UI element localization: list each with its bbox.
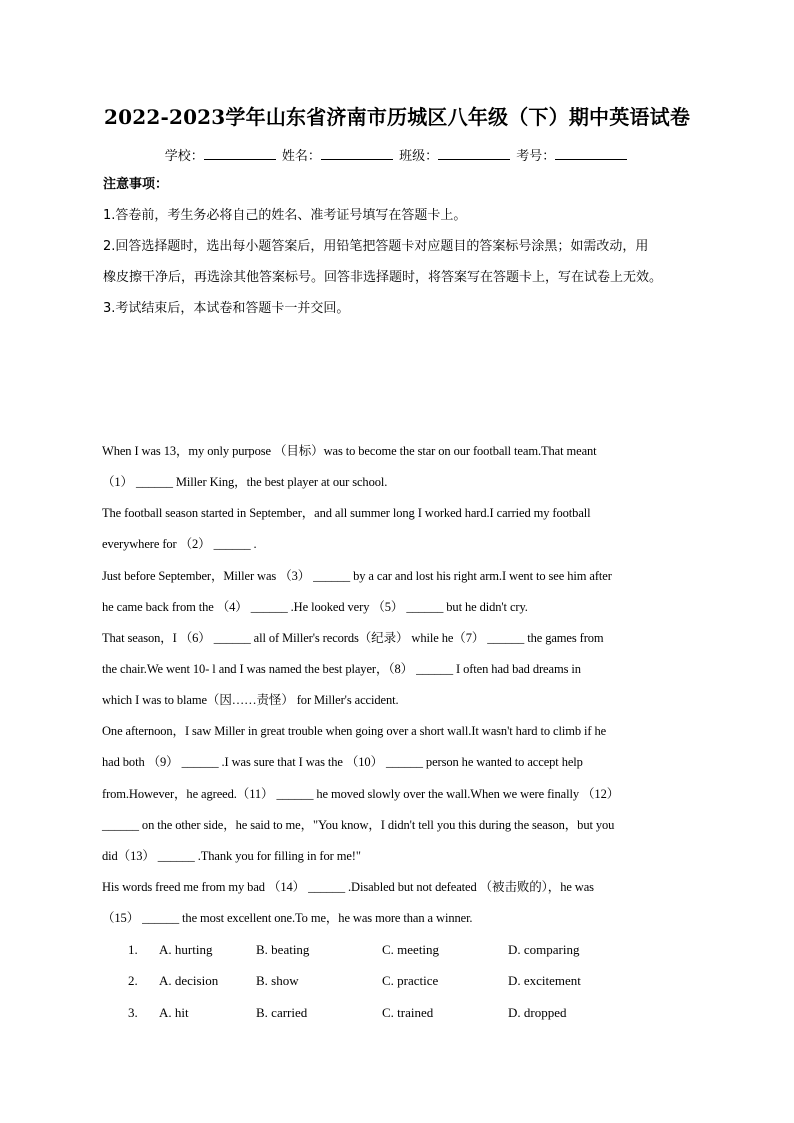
name-blank[interactable] — [321, 147, 393, 160]
class-label: 班级： — [399, 149, 439, 164]
passage-line: （1） ______ Miller King，the best player at our school. — [102, 475, 388, 489]
question-number: 1. — [128, 942, 138, 957]
question-number: 2. — [128, 973, 138, 988]
passage-line: His words freed me from my bad （14） ______ .Disabled but not defeated （被击败的），he was — [102, 880, 594, 894]
passage-line: from.However，he agreed.（11） ______ he moved slowly over the wall.When we were finally （12） — [102, 787, 620, 801]
notice-heading: 注意事项： — [103, 177, 169, 192]
exam-title: 2022-2023学年山东省济南市历城区八年级（下）期中英语试卷 — [103, 105, 691, 129]
passage-line: When I was 13，my only purpose （目标）was to become the star on our football team.That meant — [102, 444, 597, 458]
school-blank[interactable] — [204, 147, 276, 160]
passage-line: everywhere for （2） ______ . — [102, 537, 257, 551]
passage-line: did（13） ______ .Thank you for filling in for me!" — [102, 849, 361, 863]
option-c[interactable]: C. meeting — [382, 942, 440, 957]
name-label: 姓名： — [281, 149, 321, 164]
notice-item: 橡皮擦干净后，再选涂其他答案标号。回答非选择题时，将答案写在答题卡上，写在试卷上无效。 — [103, 270, 663, 285]
passage-line: The football season started in September，and all summer long I worked hard.I carried my football — [102, 506, 591, 520]
passage-line: which I was to blame（因……责怪） for Miller's accident. — [102, 693, 399, 707]
option-a[interactable]: A. hit — [159, 1005, 189, 1020]
school-label: 学校： — [164, 149, 204, 164]
number-blank[interactable] — [555, 147, 627, 160]
option-a[interactable]: A. hurting — [159, 942, 213, 957]
option-b[interactable]: B. carried — [256, 1005, 308, 1020]
passage-line: One afternoon，I saw Miller in great trouble when going over a short wall.It wasn't hard to climb if he — [102, 724, 607, 738]
passage-line: he came back from the （4） ______ .He looked very （5） ______ but he didn't cry. — [102, 600, 528, 614]
notice-item: 2.回答选择题时，选出每小题答案后，用铅笔把答题卡对应题目的答案标号涂黑；如需改动，用 — [103, 239, 649, 254]
option-b[interactable]: B. show — [256, 973, 299, 988]
passage-line: ______ on the other side，he said to me，"You know，I didn't tell you this during the season，but you — [102, 818, 615, 832]
option-a[interactable]: A. decision — [159, 973, 219, 988]
passage-line: the chair.We went 10- l and I was named the best player，（8） ______ I often had bad dreams in — [102, 662, 581, 676]
question-number: 3. — [128, 1005, 138, 1020]
option-c[interactable]: C. trained — [382, 1005, 434, 1020]
option-d[interactable]: D. excitement — [508, 973, 581, 988]
option-b[interactable]: B. beating — [256, 942, 310, 957]
passage-line: Just before September，Miller was （3） ______ by a car and lost his right arm.I went to see him after — [102, 569, 612, 583]
passage-line: That season，I （6） ______ all of Miller's records（纪录） while he（7） ______ the games from — [102, 631, 604, 645]
option-d[interactable]: D. comparing — [508, 942, 580, 957]
option-c[interactable]: C. practice — [382, 973, 439, 988]
student-info-line — [0, 145, 794, 164]
number-label: 考号： — [516, 149, 556, 164]
notice-item: 1.答卷前，考生务必将自己的姓名、准考证号填写在答题卡上。 — [103, 208, 467, 223]
class-blank[interactable] — [438, 147, 510, 160]
notice-item: 3.考试结束后，本试卷和答题卡一并交回。 — [103, 301, 350, 316]
option-d[interactable]: D. dropped — [508, 1005, 567, 1020]
passage-line: （15） ______ the most excellent one.To me，he was more than a winner. — [102, 911, 473, 925]
passage-line: had both （9） ______ .I was sure that I was the （10） ______ person he wanted to accept help — [102, 755, 583, 769]
